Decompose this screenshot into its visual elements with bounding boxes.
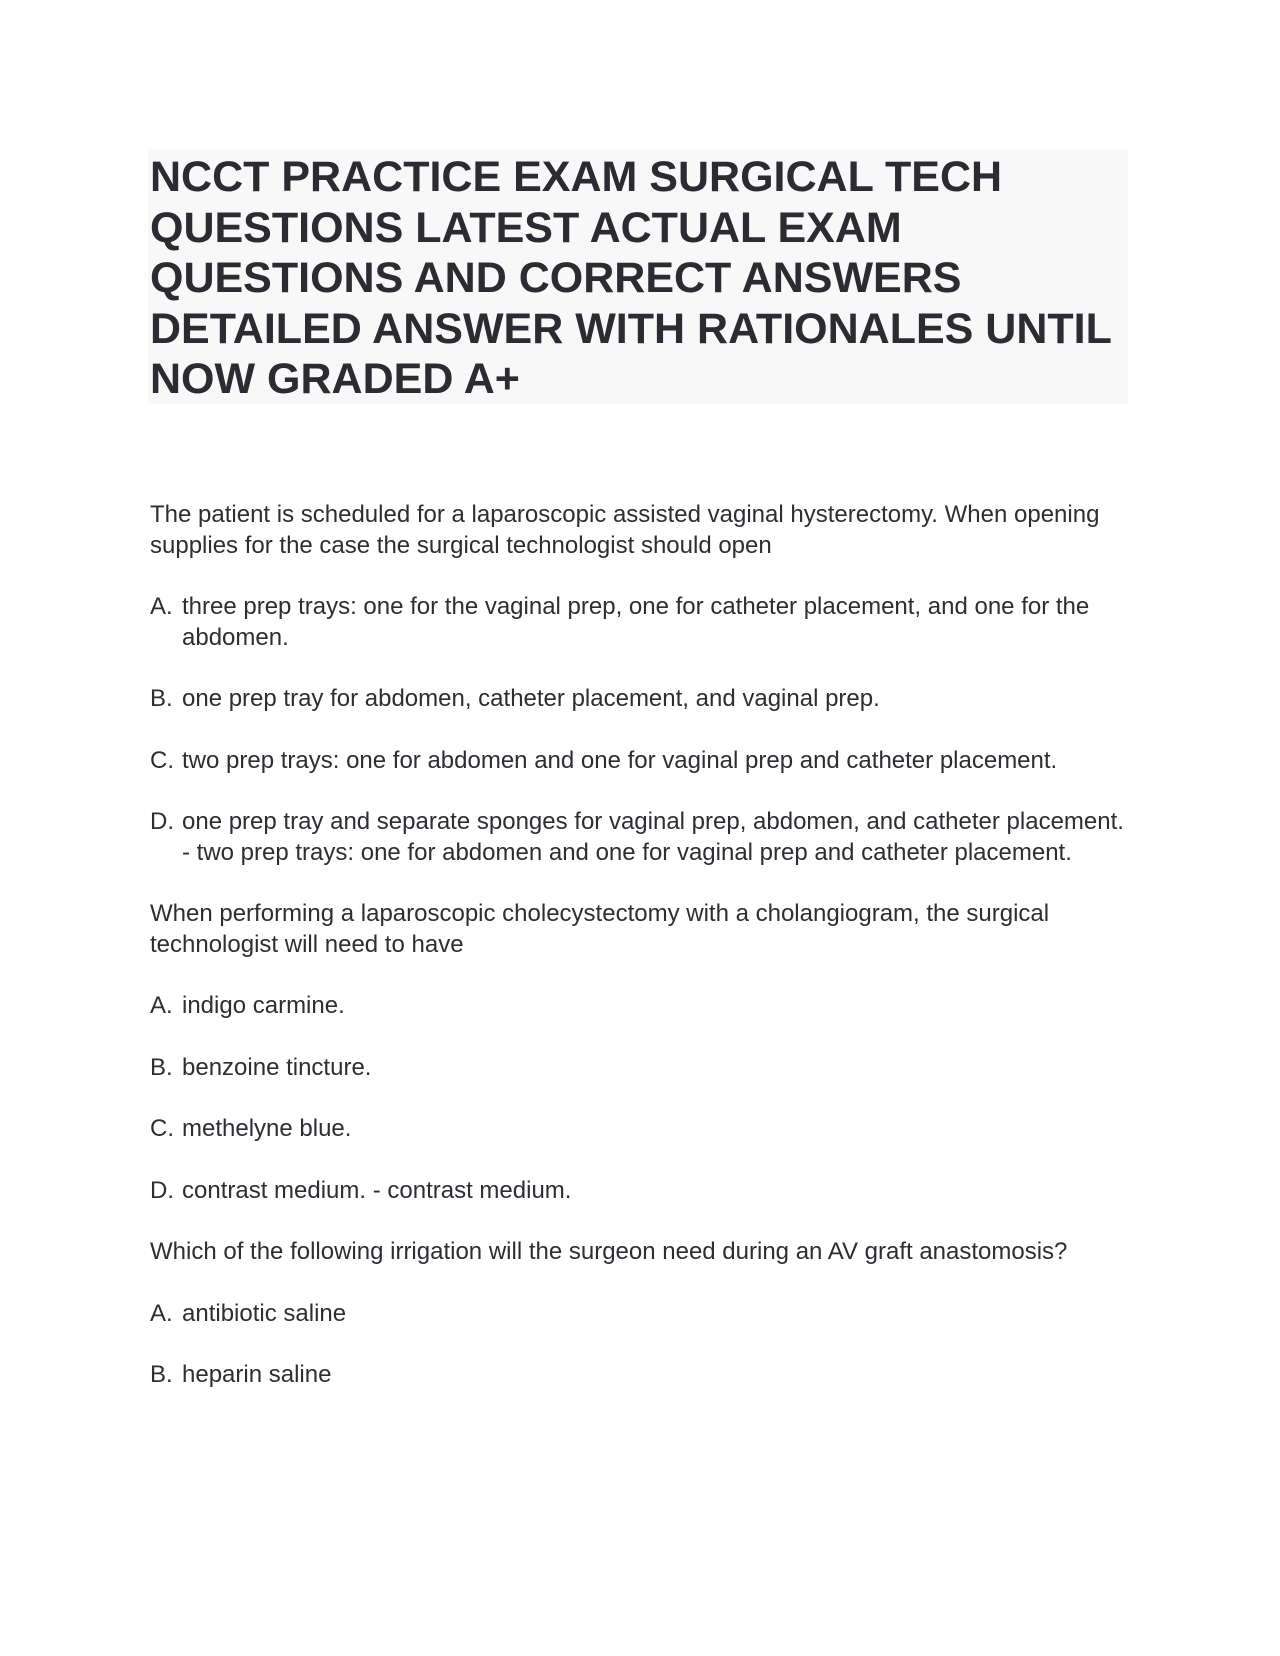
answer-option (150, 1360, 1130, 1391)
answer-option (150, 1114, 1130, 1145)
answer-option (150, 807, 1130, 868)
answer-option (150, 746, 1130, 777)
title-block (148, 149, 1128, 404)
answer-option (150, 684, 1130, 715)
option-letter: D. (150, 808, 174, 835)
option-text: benzoine tincture. (182, 1053, 372, 1081)
question-block (150, 899, 1130, 1206)
answer-option (150, 1176, 1130, 1207)
option-letter: A. (150, 593, 173, 620)
option-letter: D. (150, 1176, 174, 1204)
option-text: two prep trays: one for abdomen and one for vaginal prep and catheter placement. (182, 746, 1058, 774)
option-letter: A. (150, 1299, 173, 1327)
option-text: contrast medium. - contrast medium. (182, 1176, 572, 1204)
option-letter: B. (150, 1361, 173, 1388)
option-text: indigo carmine. (182, 992, 345, 1019)
option-letter: C. (150, 1115, 174, 1142)
question-text: The patient is scheduled for a laparoscopic assisted vaginal hysterectomy. When opening supplies for the case the surgical technologist should open (150, 501, 1100, 559)
question-block (150, 1237, 1130, 1391)
option-text: antibiotic saline (182, 1299, 347, 1327)
question-block (150, 500, 1130, 868)
answer-option (150, 1053, 1130, 1084)
answer-option (150, 991, 1130, 1022)
answer-option (150, 592, 1130, 653)
question-text: When performing a laparoscopic cholecystectomy with a cholangiogram, the surgical technologist will need to have (150, 900, 1050, 958)
option-text: one prep tray and separate sponges for vaginal prep, abdomen, and catheter placement. - two prep trays: one for abdomen and one for vaginal prep and catheter placement. (182, 808, 1124, 866)
option-letter: B. (150, 685, 173, 712)
option-letter: C. (150, 746, 174, 774)
document-body (150, 500, 1130, 1422)
option-letter: B. (150, 1053, 173, 1081)
option-text: methelyne blue. (182, 1115, 352, 1142)
option-letter: A. (150, 992, 173, 1019)
option-text: one prep tray for abdomen, catheter placement, and vaginal prep. (182, 685, 880, 712)
option-text: three prep trays: one for the vaginal prep, one for catheter placement, and one for the abdomen. (182, 593, 1090, 651)
document-title: NCCT PRACTICE EXAM SURGICAL TECH QUESTIONS LATEST ACTUAL EXAM QUESTIONS AND CORRECT ANSWERS DETAILED ANSWER WITH RATIONALES UNTIL NOW GRADED A+ (150, 153, 1112, 403)
option-text: heparin saline (182, 1361, 332, 1388)
answer-option (150, 1299, 1130, 1330)
question-text: Which of the following irrigation will the surgeon need during an AV graft anastomosis? (150, 1238, 1068, 1265)
